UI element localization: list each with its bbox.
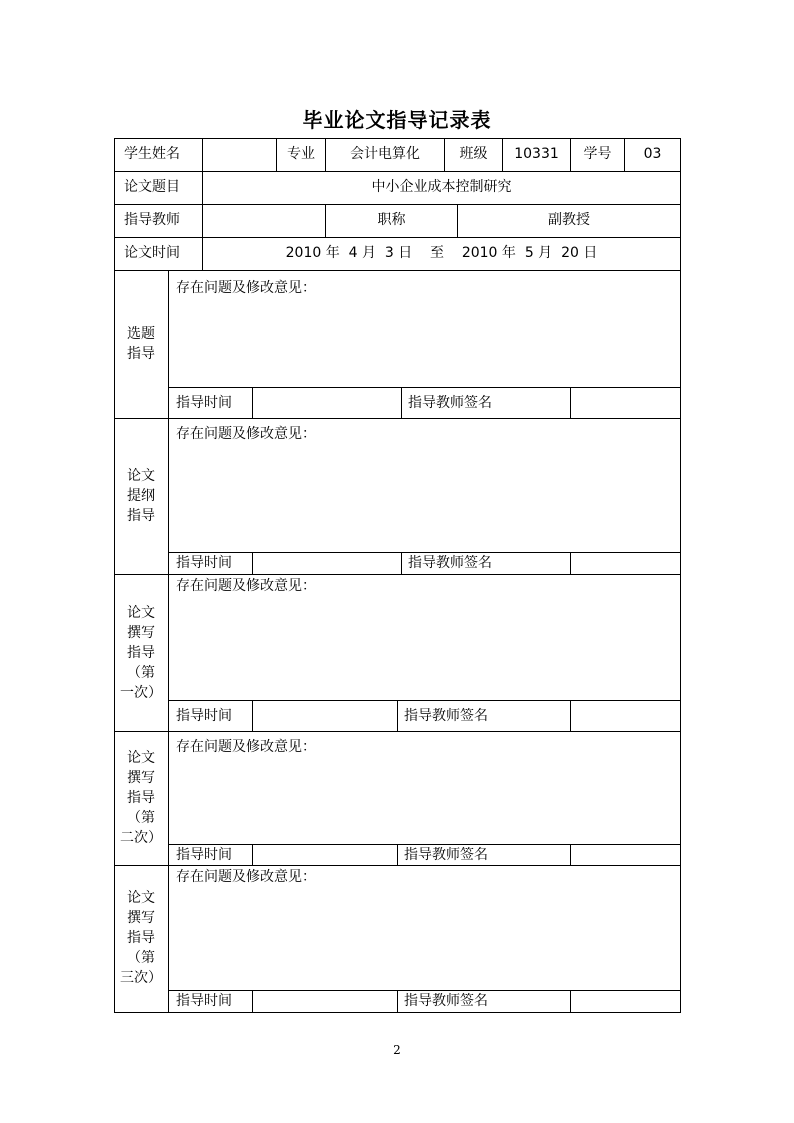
major-value: 会计电算化 (350, 146, 420, 162)
section-label: 论文 提纲 指导 (127, 468, 155, 524)
guidance-time-label: 指导时间 (176, 395, 232, 411)
advisor-signature-label: 指导教师签名 (408, 395, 492, 411)
advisor-signature-label: 指导教师签名 (404, 708, 488, 724)
advisor-signature-label: 指导教师签名 (408, 555, 492, 571)
thesis-title-label: 论文题目 (124, 179, 180, 195)
thesis-title-value: 中小企业成本控制研究 (371, 179, 512, 195)
section-label: 论文 撰写 指导 （第 三次） (120, 890, 162, 986)
problems-label: 存在问题及修改意见： (176, 578, 316, 594)
guidance-time-label: 指导时间 (176, 555, 232, 571)
problems-label: 存在问题及修改意见： (176, 869, 316, 885)
problems-label: 存在问题及修改意见： (176, 739, 316, 755)
section-label: 论文 撰写 指导 （第 一次） (120, 605, 162, 701)
section-label: 选题 指导 (127, 326, 155, 362)
period-value: 2010 年 4 月 3 日 至 2010 年 5 月 20 日 (285, 245, 598, 261)
student-no-value: 03 (643, 146, 662, 162)
guidance-time-label: 指导时间 (176, 993, 232, 1009)
problems-label: 存在问题及修改意见： (176, 426, 316, 442)
advisor-signature-label: 指导教师签名 (404, 993, 488, 1009)
guidance-time-label: 指导时间 (176, 847, 232, 863)
rank-value: 副教授 (548, 212, 590, 228)
advisor-label: 指导教师 (124, 212, 180, 228)
section-label: 论文 撰写 指导 （第 二次） (120, 750, 162, 846)
student-no-label: 学号 (583, 146, 612, 162)
major-label: 专业 (287, 146, 315, 162)
page-title: 毕业论文指导记录表 (302, 108, 492, 132)
student-name-label: 学生姓名 (124, 146, 180, 162)
period-label: 论文时间 (124, 245, 180, 261)
problems-label: 存在问题及修改意见： (176, 280, 316, 296)
class-value: 10331 (514, 146, 559, 162)
page-number: 2 (393, 1043, 401, 1057)
advisor-signature-label: 指导教师签名 (404, 847, 488, 863)
guidance-time-label: 指导时间 (176, 708, 232, 724)
class-label: 班级 (459, 146, 488, 162)
rank-label: 职称 (377, 212, 406, 228)
